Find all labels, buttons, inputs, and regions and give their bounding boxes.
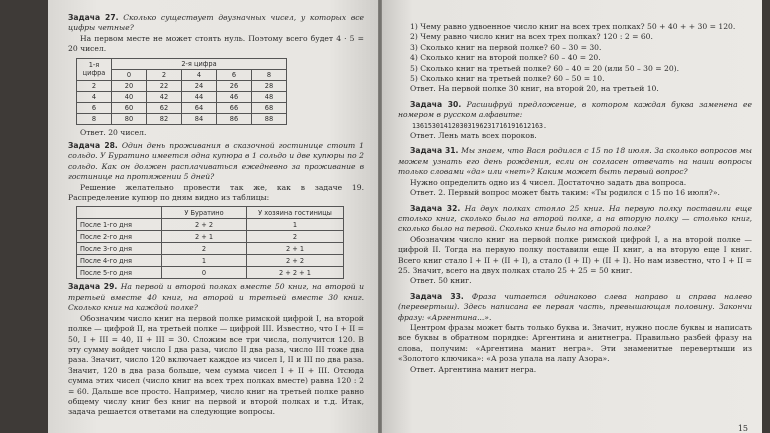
table-cell: 4 [77, 91, 112, 102]
task-31-title: Задача 31. [410, 146, 459, 156]
table-row [77, 80, 287, 91]
table-cell: 2 + 1 [247, 243, 344, 255]
table-cell: 0 [162, 267, 247, 279]
task-31-answer: Ответ. 2. Первый вопрос может быть таким: «Ты родился с 15 по 16 июля?». [410, 188, 720, 198]
table-cell: 48 [252, 91, 287, 102]
table-cell: 24 [182, 80, 217, 91]
table-cell: 22 [147, 80, 182, 91]
table-col-header: 2 [147, 69, 182, 80]
question-1: 1) Чему равно удвоенное число книг на всех трех полках? 50 + 40 + + 30 = 120. [410, 22, 736, 31]
table-cell: 2 [247, 231, 344, 243]
question-4: 4) Сколько книг на второй полке? 60 – 40 = 20. [410, 53, 601, 63]
task-29-answer: Ответ. На первой полке 30 книг, на второй 20, на третьей 10. [410, 84, 659, 94]
task-27-title: Задача 27. [68, 13, 119, 22]
table-cell: 60 [112, 102, 147, 113]
table-cell: 84 [182, 113, 217, 124]
task-30-cipher: 136153014120303196231716191612163. [412, 121, 547, 130]
table-cell: 2 [77, 80, 112, 91]
table-col-header: 8 [252, 69, 287, 80]
question-3: 3) Сколько книг на первой полке? 60 – 30 = 30. [410, 42, 602, 52]
table-cell: 2 + 2 [162, 219, 247, 231]
task-30-answer: Ответ. Лень мать всех пороков. [410, 131, 537, 141]
table-cell: 80 [112, 113, 147, 124]
table-cell: 2 + 2 [247, 255, 344, 267]
table-cell: 2 + 1 [162, 231, 247, 243]
table-header-second-digit: 2-я цифра [112, 58, 287, 69]
task-29-question: На первой и второй полках вместе 50 книг, на второй и третьей вместе 40 книг, на второй и третьей вместе 30 книг. Сколько книг на каждой полке? [68, 282, 364, 313]
question-2: 2) Чему равно число книг на всех трех полках? 120 : 2 = 60. [410, 32, 653, 42]
task-31-question: Мы знаем, что Вася родился с 15 по 18 июля. За сколько вопросов мы можем узнать его день рождения, если он согласен отвечать на наши вопросы только словами «да» или «нет»? Каким может быть первый вопрос? [398, 146, 752, 177]
table-cell: 86 [217, 113, 252, 124]
table-cell: После 5-го дня [77, 267, 162, 279]
table-row [77, 231, 344, 243]
table-cell: 6 [77, 102, 112, 113]
task-33-title: Задача 33. [410, 291, 464, 301]
table-cell: 66 [217, 102, 252, 113]
task-31-solution: Нужно определить одно из 4 чисел. Достаточно задать два вопроса. [410, 177, 687, 187]
table-cell: 2 + 2 + 1 [247, 267, 344, 279]
table-cell: 82 [147, 113, 182, 124]
task-27-solution: На первом месте не может стоять нуль. Поэтому всего будет 4 · 5 = 20 чисел. [68, 33, 364, 54]
task-27 [68, 13, 364, 34]
table-cell: 26 [217, 80, 252, 91]
task-32-answer: Ответ. 50 книг. [410, 276, 472, 286]
table-row [77, 102, 287, 113]
table-row [77, 219, 344, 231]
task-29 [68, 282, 364, 313]
table-row [77, 113, 287, 124]
table-header-empty [77, 207, 162, 219]
task-28-question: Один день проживания в сказочной гостинице стоит 1 сольдо. У Буратино имеется одна купюра в 1 сольдо и две купюры по 2 сольдо. Как он должен расплачиваться ежедневно за проживание в гостинице на протяжении 5 дней? [68, 141, 364, 182]
table-row [77, 255, 344, 267]
table-col-header: 0 [112, 69, 147, 80]
task-30-title: Задача 30. [410, 99, 462, 109]
task-30-question: Расшифруй предложение, в котором каждая буква заменена ее номером в русском алфавите: [398, 99, 752, 120]
task-30 [398, 100, 752, 121]
table-cell: 40 [112, 91, 147, 102]
task-32-question: На двух полках стояло 25 книг. На первую полку поставили еще столько книг, сколько было на второй полке, а на вторую полку — столько книг, сколько было на первой. Сколько книг было на второй полке? [398, 203, 753, 234]
table-cell: После 1-го дня [77, 219, 162, 231]
task-28 [68, 141, 364, 183]
task-32 [398, 204, 752, 235]
left-page [48, 0, 378, 433]
table-cell: 1 [247, 219, 344, 231]
right-page [382, 0, 762, 433]
table-cell: 2 [162, 243, 247, 255]
table-cell: 28 [252, 80, 287, 91]
table-col-header: 6 [217, 69, 252, 80]
task-28-solution: Решение желательно провести так же, как в задаче 19. Распределение купюр по дням видно из таблицы: [68, 182, 364, 203]
task-33-answer: Ответ. Аргентина манит негра. [410, 364, 537, 374]
task-28-title: Задача 28. [68, 141, 118, 151]
table-cell: 62 [147, 102, 182, 113]
table-cell: 46 [217, 91, 252, 102]
table-row [77, 267, 344, 279]
coupon-table [76, 206, 344, 279]
table-row [77, 91, 287, 102]
task-33-solution: Центром фразы может быть только буква и. Значит, нужно после буквы и написать все буквы в обратном порядке: Аргентина и анитнегра. Правильно разбей фразу на слова, получим: «Аргентина манит негра». Эти знаменитые перевертыши из «Золотого ключика»: «А роза упала на лапу Азора». [398, 322, 752, 364]
table-cell: 64 [182, 102, 217, 113]
table-cell: 1 [162, 255, 247, 267]
question-5: 5) Сколько книг на третьей полке? 60 – 40 = 20 (или 50 – 30 = 20). [410, 63, 680, 73]
table-cell: 68 [252, 102, 287, 113]
table-cell: После 2-го дня [77, 231, 162, 243]
table-header-first-digit: 1-я цифра [77, 58, 112, 80]
task-31 [398, 146, 752, 177]
task-33-question: Фраза читается одинаково слева направо и справа налево (перевертыш). Здесь написана ее первая часть, превышающая половину. Закончи фразу: «Аргентина...». [398, 291, 752, 322]
task-29-title: Задача 29. [68, 282, 118, 292]
table-cell: После 4-го дня [77, 255, 162, 267]
table-cell: 88 [252, 113, 287, 124]
table-col-header: 4 [182, 69, 217, 80]
table-header-buratino: У Буратино [162, 207, 247, 219]
task-32-title: Задача 32. [410, 203, 461, 213]
task-33 [398, 292, 752, 323]
table-header-owner: У хозяина гостиницы [247, 207, 344, 219]
table-cell: 44 [182, 91, 217, 102]
task-32-solution: Обозначим число книг на первой полке римской цифрой I, а на второй полке — цифрой II. Тогда на первую полку поставили еще II книг, а на вторую еще I книг. Всего книг стало I + II + (II + I), а стало (I + II) + (II + I). Но нам известно, что I + II = 25. Значит, всего на двух полках стало 25 + 25 = 50 книг. [398, 234, 752, 275]
task-29-solution: Обозначим число книг на первой полке римской цифрой I, на второй полке — цифрой II, на третьей полке — цифрой III. Известно, что I + II = 50, I + III = 40, II + III = 30. Сложим все три числа, получится 120. В эту сумму войдет число I два раза, число II два раза, число III тоже два раза. Значит, число 120 включает каждое из чисел I, II и III по два раза. Значит, 120 в два раза больше, чем сумма чисел I + II + III. Отсюда сумма этих чисел (число книг на всех трех полках вместе) равна 120 : 2 = 60. Дальше все просто. Например, число книг на третьей полке равно общему числу книг без книг на первой и второй полках и т.д. Итак, задача решается ответами на следующие вопросы. [68, 313, 364, 417]
table-cell: После 3-го дня [77, 243, 162, 255]
digits-table [76, 58, 287, 125]
table-cell: 20 [112, 80, 147, 91]
table-cell: 8 [77, 113, 112, 124]
table-cell: 42 [147, 91, 182, 102]
task-27-answer: Ответ. 20 чисел. [80, 127, 147, 137]
task-27-question: Сколько существует двузначных чисел, у которых все цифры четные? [68, 13, 364, 33]
page-number: 15 [737, 424, 748, 433]
question-6: 5) Сколько книг на третьей полке? 60 – 50 = 10. [410, 74, 605, 84]
table-row [77, 243, 344, 255]
